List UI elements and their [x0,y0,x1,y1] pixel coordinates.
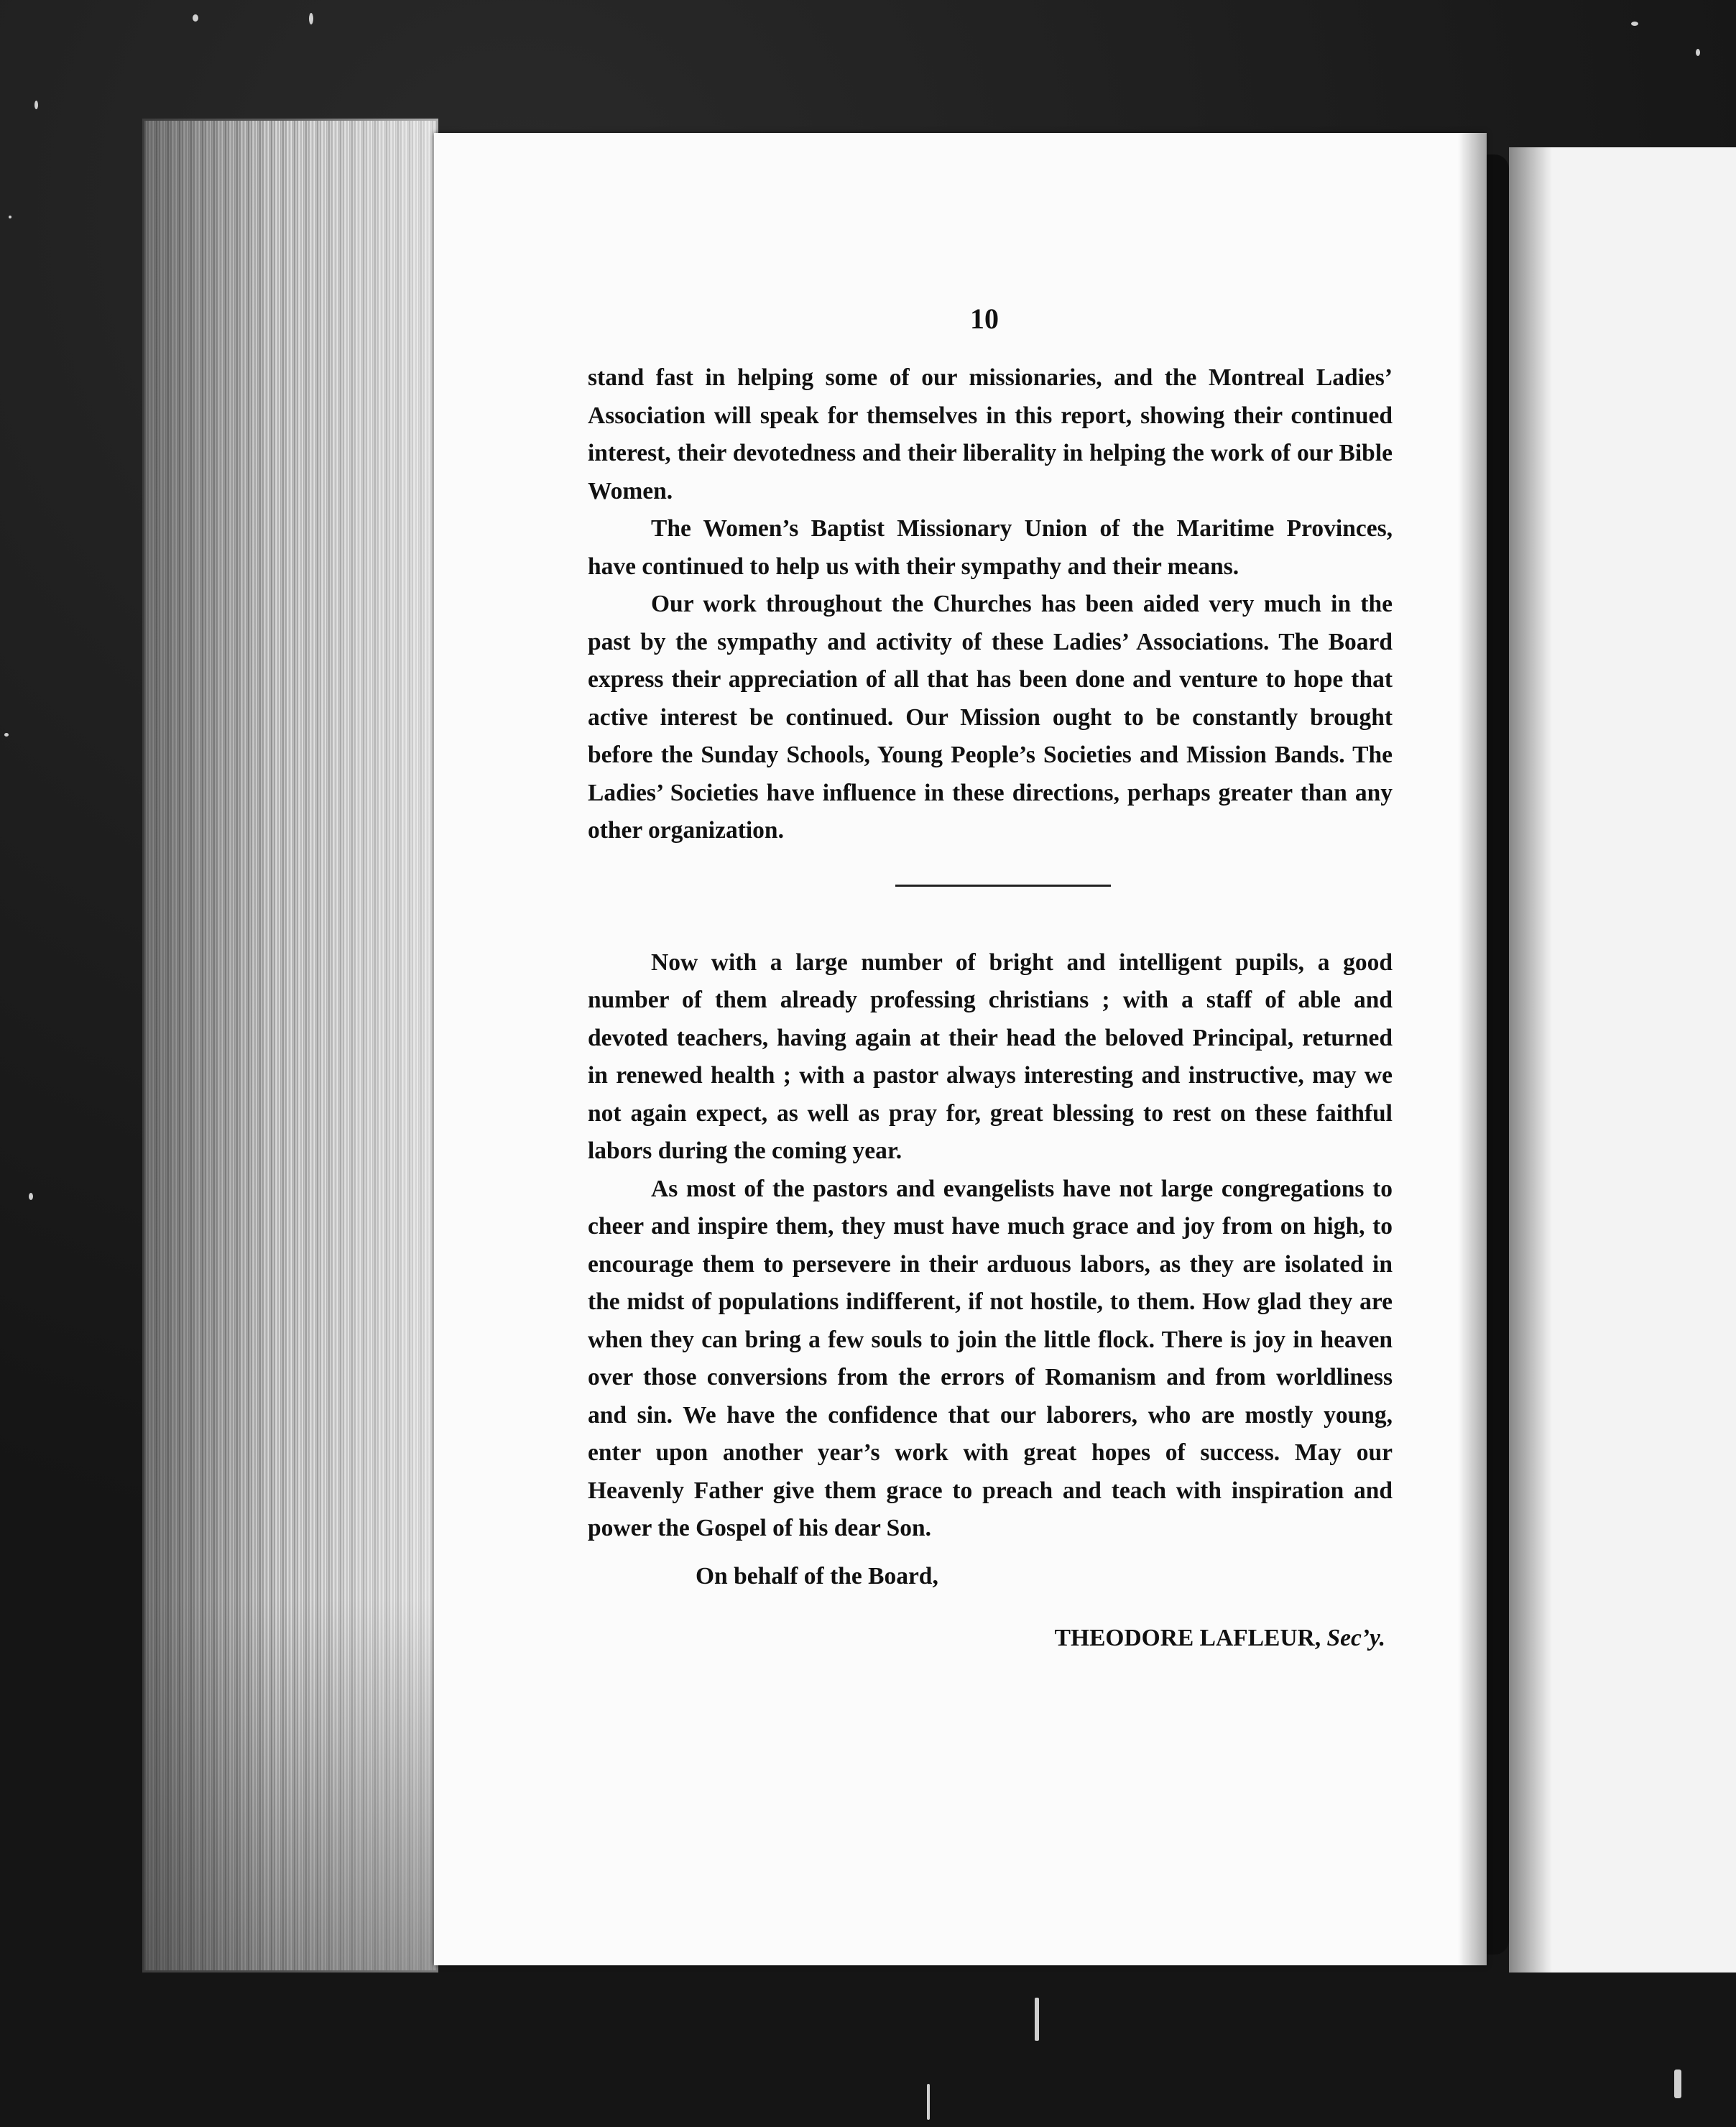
closing-line: On behalf of the Board, [696,1562,938,1590]
paragraph: As most of the pastors and evangelists have not large congregations to cheer and inspire them, they must have much grace and joy from on high, to encourage them to persevere in their arduous labors, as they are isolated in the midst of populations indifferent, if not hostile, to them. How glad they are when they can bring a few souls to join the little flock. There is joy in heaven over those conversions from the errors of Romanism and from worldliness and sin. We have the confidence that our laborers, who are mostly young, enter upon another year’s work with great hopes of success. May our Heavenly Father give them grace to preach and teach with inspiration and power the Gospel of his dear Son. [588,1175,1393,1541]
paragraph: Our work throughout the Churches has been aided very much in the past by the sympathy and activity of these Ladies’ Associations. The Board express their appreciation of all that has been done and venture to hope that active interest be continued. Our Mission ought to be constantly brought before the Sunday Schools, Young People’s Societies and Mission Bands. The Ladies’ Societies have influence in these directions, perhaps greater than any other organization. [588,591,1393,844]
signature-title: Sec’y. [1326,1624,1385,1651]
paragraph: The Women’s Baptist Missionary Union of the Maritime Provinces, have continued to help us with their sympathy and their means. [588,515,1393,580]
page-body-text [588,359,1393,1681]
book-page-edges [142,119,438,1973]
facing-page [1509,147,1736,1973]
signature-name: THEODORE LAFLEUR, [1054,1624,1321,1651]
signature [588,1620,1393,1658]
section-divider [895,885,1111,887]
paragraph: Now with a large number of bright and intelligent pupils, a good number of them already professing christians ; with a staff of able and devoted teachers, having again at their head the beloved Principal, returned in renewed health ; with a pastor always interesting and instructive, may we not again expect, as well as pray for, great blessing to rest on these faithful labors during the coming year. [588,949,1393,1164]
page-number: 10 [970,303,999,335]
paragraph: stand fast in helping some of our missionaries, and the Montreal Ladies’ Association will speak for themselves in this report, showing their continued interest, their devotedness and their liberality in helping the work of our Bible Women. [588,364,1393,504]
